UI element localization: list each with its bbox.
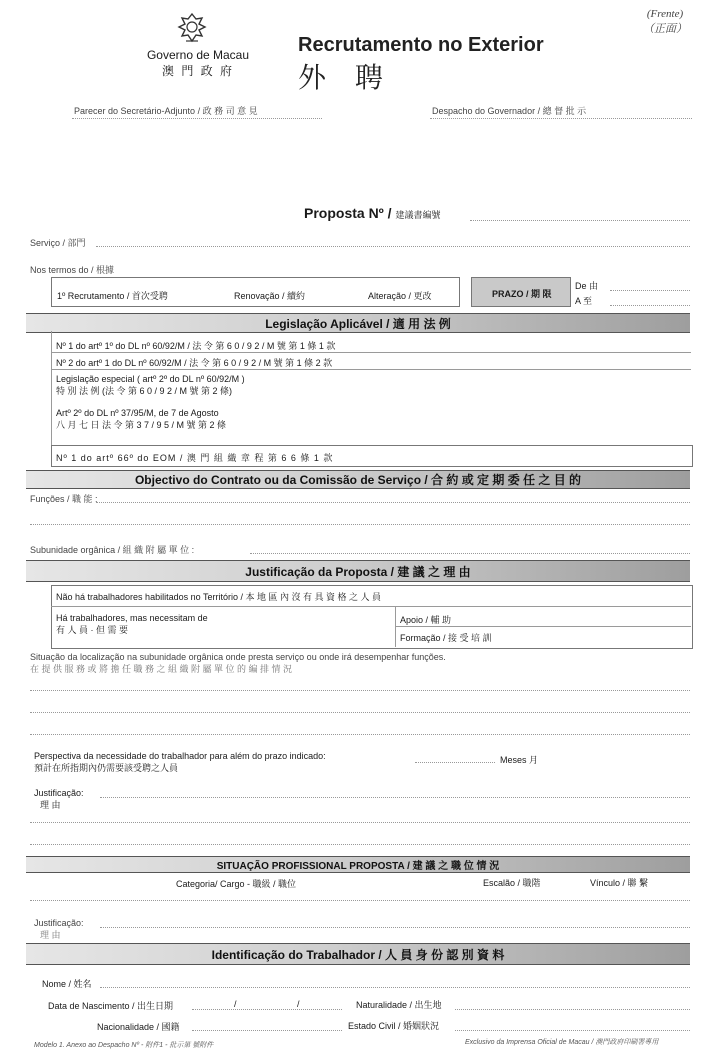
justificacao-line-1: [100, 797, 690, 798]
legislacao-item-4-zh: 八 月 七 日 法 令 第 3 7 / 9 5 / M 號 第 2 條: [56, 420, 227, 430]
formacao-option[interactable]: Formação / 接 受 培 訓: [400, 633, 492, 643]
justificacao-line-3: [30, 844, 690, 845]
funcoes-label: Funções / 職 能 :: [30, 494, 98, 504]
servico-line: [96, 246, 690, 247]
form-title-pt: Recrutamento no Exterior: [298, 34, 544, 56]
subunidade-label: Subunidade orgânica / 組 織 附 屬 單 位 :: [30, 545, 195, 555]
justificacao-label-zh: 理 由: [40, 800, 61, 810]
footer-right: Exclusivo da Imprensa Oficial de Macau / 澳門政府印刷署專用: [465, 1039, 659, 1046]
proposta-title-zh: 建議書編號: [395, 210, 441, 220]
legislacao-item-3-zh: 特 別 法 例 (法 令 第 6 0 / 9 2 / M 號 第 2 條): [56, 386, 233, 396]
nome-line[interactable]: [100, 987, 690, 988]
legislacao-sep-1: [51, 352, 691, 353]
ha-option-pt: Há trabalhadores, mas necessitam de: [56, 613, 208, 623]
legislacao-item-1[interactable]: Nº 1 do artº 1º do DL nº 60/92/M / 法 令 第 6 0 / 9 2 / M 號 第 1 條 1 款: [56, 341, 336, 351]
funcoes-line-2: [30, 524, 690, 525]
situacao-label-pt: Situação da localização na subunidade orgânica onde presta serviço ou onde irá desempenhar funções.: [30, 652, 446, 662]
legislacao-band: [26, 313, 690, 333]
estado-civil-label: Estado Civil / 婚姻狀況: [348, 1021, 440, 1031]
prazo-a-line: [610, 305, 690, 306]
legislacao-sep-2: [51, 369, 691, 370]
nascimento-label: Data de Nascimento / 出生日期: [48, 1001, 174, 1011]
categoria-label: Categoria/ Cargo - 職級 / 職位: [176, 879, 297, 889]
objectivo-heading: Objectivo do Contrato ou da Comissão de Serviço / 合 約 或 定 期 委 任 之 目 的: [134, 473, 582, 487]
subunidade-line: [250, 553, 690, 554]
gov-name-pt: Governo de Macau: [146, 48, 250, 62]
renovacao-option[interactable]: Renovação / 續約: [234, 291, 306, 301]
funcoes-line: [96, 502, 690, 503]
corner-pt: (Frente): [646, 8, 684, 20]
parecer-line: [72, 118, 322, 119]
justificacao-heading: Justificação da Proposta / 建 議 之 理 由: [245, 564, 471, 579]
escalao-label: Escalão / 職階: [483, 878, 541, 888]
categoria-line: [30, 900, 690, 901]
meses-input-line[interactable]: [415, 762, 495, 763]
legislacao-heading: Legislação Aplicável / 適 用 法 例: [265, 316, 451, 331]
justificacao-line-2: [30, 822, 690, 823]
prazo-de-line: [610, 290, 690, 291]
naturalidade-label: Naturalidade / 出生地: [356, 1000, 442, 1010]
servico-label: Serviço / 部門: [30, 238, 86, 248]
proposta-title-pt: Proposta Nº /: [304, 205, 392, 221]
ha-option[interactable]: [56, 612, 208, 636]
form-title-zh: 外 聘: [298, 61, 393, 94]
estado-civil-line[interactable]: [455, 1030, 690, 1031]
date-slash-2: /: [297, 999, 300, 1009]
nome-label: Nome / 姓名: [42, 979, 92, 989]
legislacao-item-5[interactable]: Nº 1 do artº 66º do EOM / 澳 門 組 織 章 程 第 6 6 條 1 款: [56, 453, 334, 463]
date-slash-1: /: [234, 999, 237, 1009]
nacionalidade-line[interactable]: [192, 1030, 342, 1031]
situacao-line-1: [30, 690, 690, 691]
sp-justificacao-label-zh: 理 由: [40, 930, 61, 940]
perspectiva-label: [34, 750, 326, 774]
justificacao-band: [26, 560, 690, 582]
ha-option-zh: 有 人 員 · 但 需 要: [56, 625, 129, 635]
perspectiva-label-zh: 預計在所指期內仍需要該受聘之人員: [34, 763, 179, 773]
prazo-label: PRAZO / 期 限: [492, 289, 552, 299]
sp-justificacao-line: [100, 927, 690, 928]
trabalhador-band: [26, 943, 690, 965]
justificacao-sep: [51, 606, 691, 607]
justificacao-label: [34, 787, 84, 811]
situacao-label-zh: 在 提 供 服 務 或 將 擔 任 職 務 之 組 織 附 屬 單 位 的 編 排 情 況: [30, 664, 293, 674]
justificacao-label-pt: Justificação:: [34, 788, 84, 798]
trabalhador-heading: Identificação do Trabalhador / 人 員 身 份 認 別 資 料: [211, 947, 505, 962]
despacho-line: [430, 118, 692, 119]
apoio-option[interactable]: Apoio / 輔 助: [400, 615, 452, 625]
despacho-label: Despacho do Governador / 總 督 批 示: [432, 106, 587, 116]
parecer-label: Parecer do Secretário-Adjunto / 政 務 司 意 見: [74, 106, 258, 116]
nao-ha-option[interactable]: Não há trabalhadores habilitados no Território / 本 地 區 內 沒 有 具 資 格 之 人 員: [56, 592, 381, 602]
objectivo-band: [26, 470, 690, 489]
termos-label: Nos termos do / 根據: [30, 265, 115, 275]
legislacao-item-4[interactable]: [56, 407, 226, 431]
footer-left: Modelo 1. Anexo ao Despacho Nº - 附件1 - 批示第 號附件: [34, 1042, 214, 1049]
situacao-prof-heading: SITUAÇÃO PROFISSIONAL PROPOSTA / 建 議 之 職 位 情 況: [216, 861, 500, 872]
meses-label: Meses 月: [500, 755, 539, 765]
situacao-prof-band: [26, 856, 690, 873]
prazo-a: A 至: [575, 296, 593, 306]
vinculo-label: Vínculo / 聯 繫: [590, 878, 649, 888]
apoio-sep: [395, 626, 691, 627]
alteracao-option[interactable]: Alteração / 更改: [368, 291, 432, 301]
sp-justificacao-label: [34, 917, 84, 941]
sp-justificacao-label-pt: Justificação:: [34, 918, 84, 928]
situacao-label: [30, 651, 446, 675]
prazo-de: De 由: [575, 281, 599, 291]
legislacao-item-3-pt: Legislação especial ( artº 2º do DL nº 60/92/M ): [56, 374, 245, 384]
corner-label: [643, 8, 687, 36]
recrutamento-option[interactable]: 1º Recrutamento / 首次受聘: [57, 291, 168, 301]
gov-name-zh: 澳 門 政 府: [161, 64, 234, 78]
legislacao-item-2[interactable]: Nº 2 do artº 1 do DL nº 60/92/M / 法 令 第 6 0 / 9 2 / M 號 第 1 條 2 款: [56, 358, 333, 368]
nacionalidade-label: Nacionalidade / 國籍: [97, 1022, 180, 1032]
legislacao-item-4-pt: Artº 2º do DL nº 37/95/M, de 7 de Agosto: [56, 408, 219, 418]
legislacao-item-3[interactable]: [56, 373, 245, 397]
proposta-title: [304, 205, 440, 221]
corner-zh: （正面）: [643, 23, 687, 35]
gov-name: [140, 48, 256, 79]
naturalidade-line[interactable]: [455, 1009, 690, 1010]
perspectiva-label-pt: Perspectiva da necessidade do trabalhador para além do prazo indicado:: [34, 751, 326, 761]
situacao-line-3: [30, 734, 690, 735]
nascimento-line[interactable]: [192, 1009, 342, 1010]
situacao-line-2: [30, 712, 690, 713]
proposta-line: [470, 220, 690, 221]
coat-of-arms-icon: [172, 12, 212, 44]
